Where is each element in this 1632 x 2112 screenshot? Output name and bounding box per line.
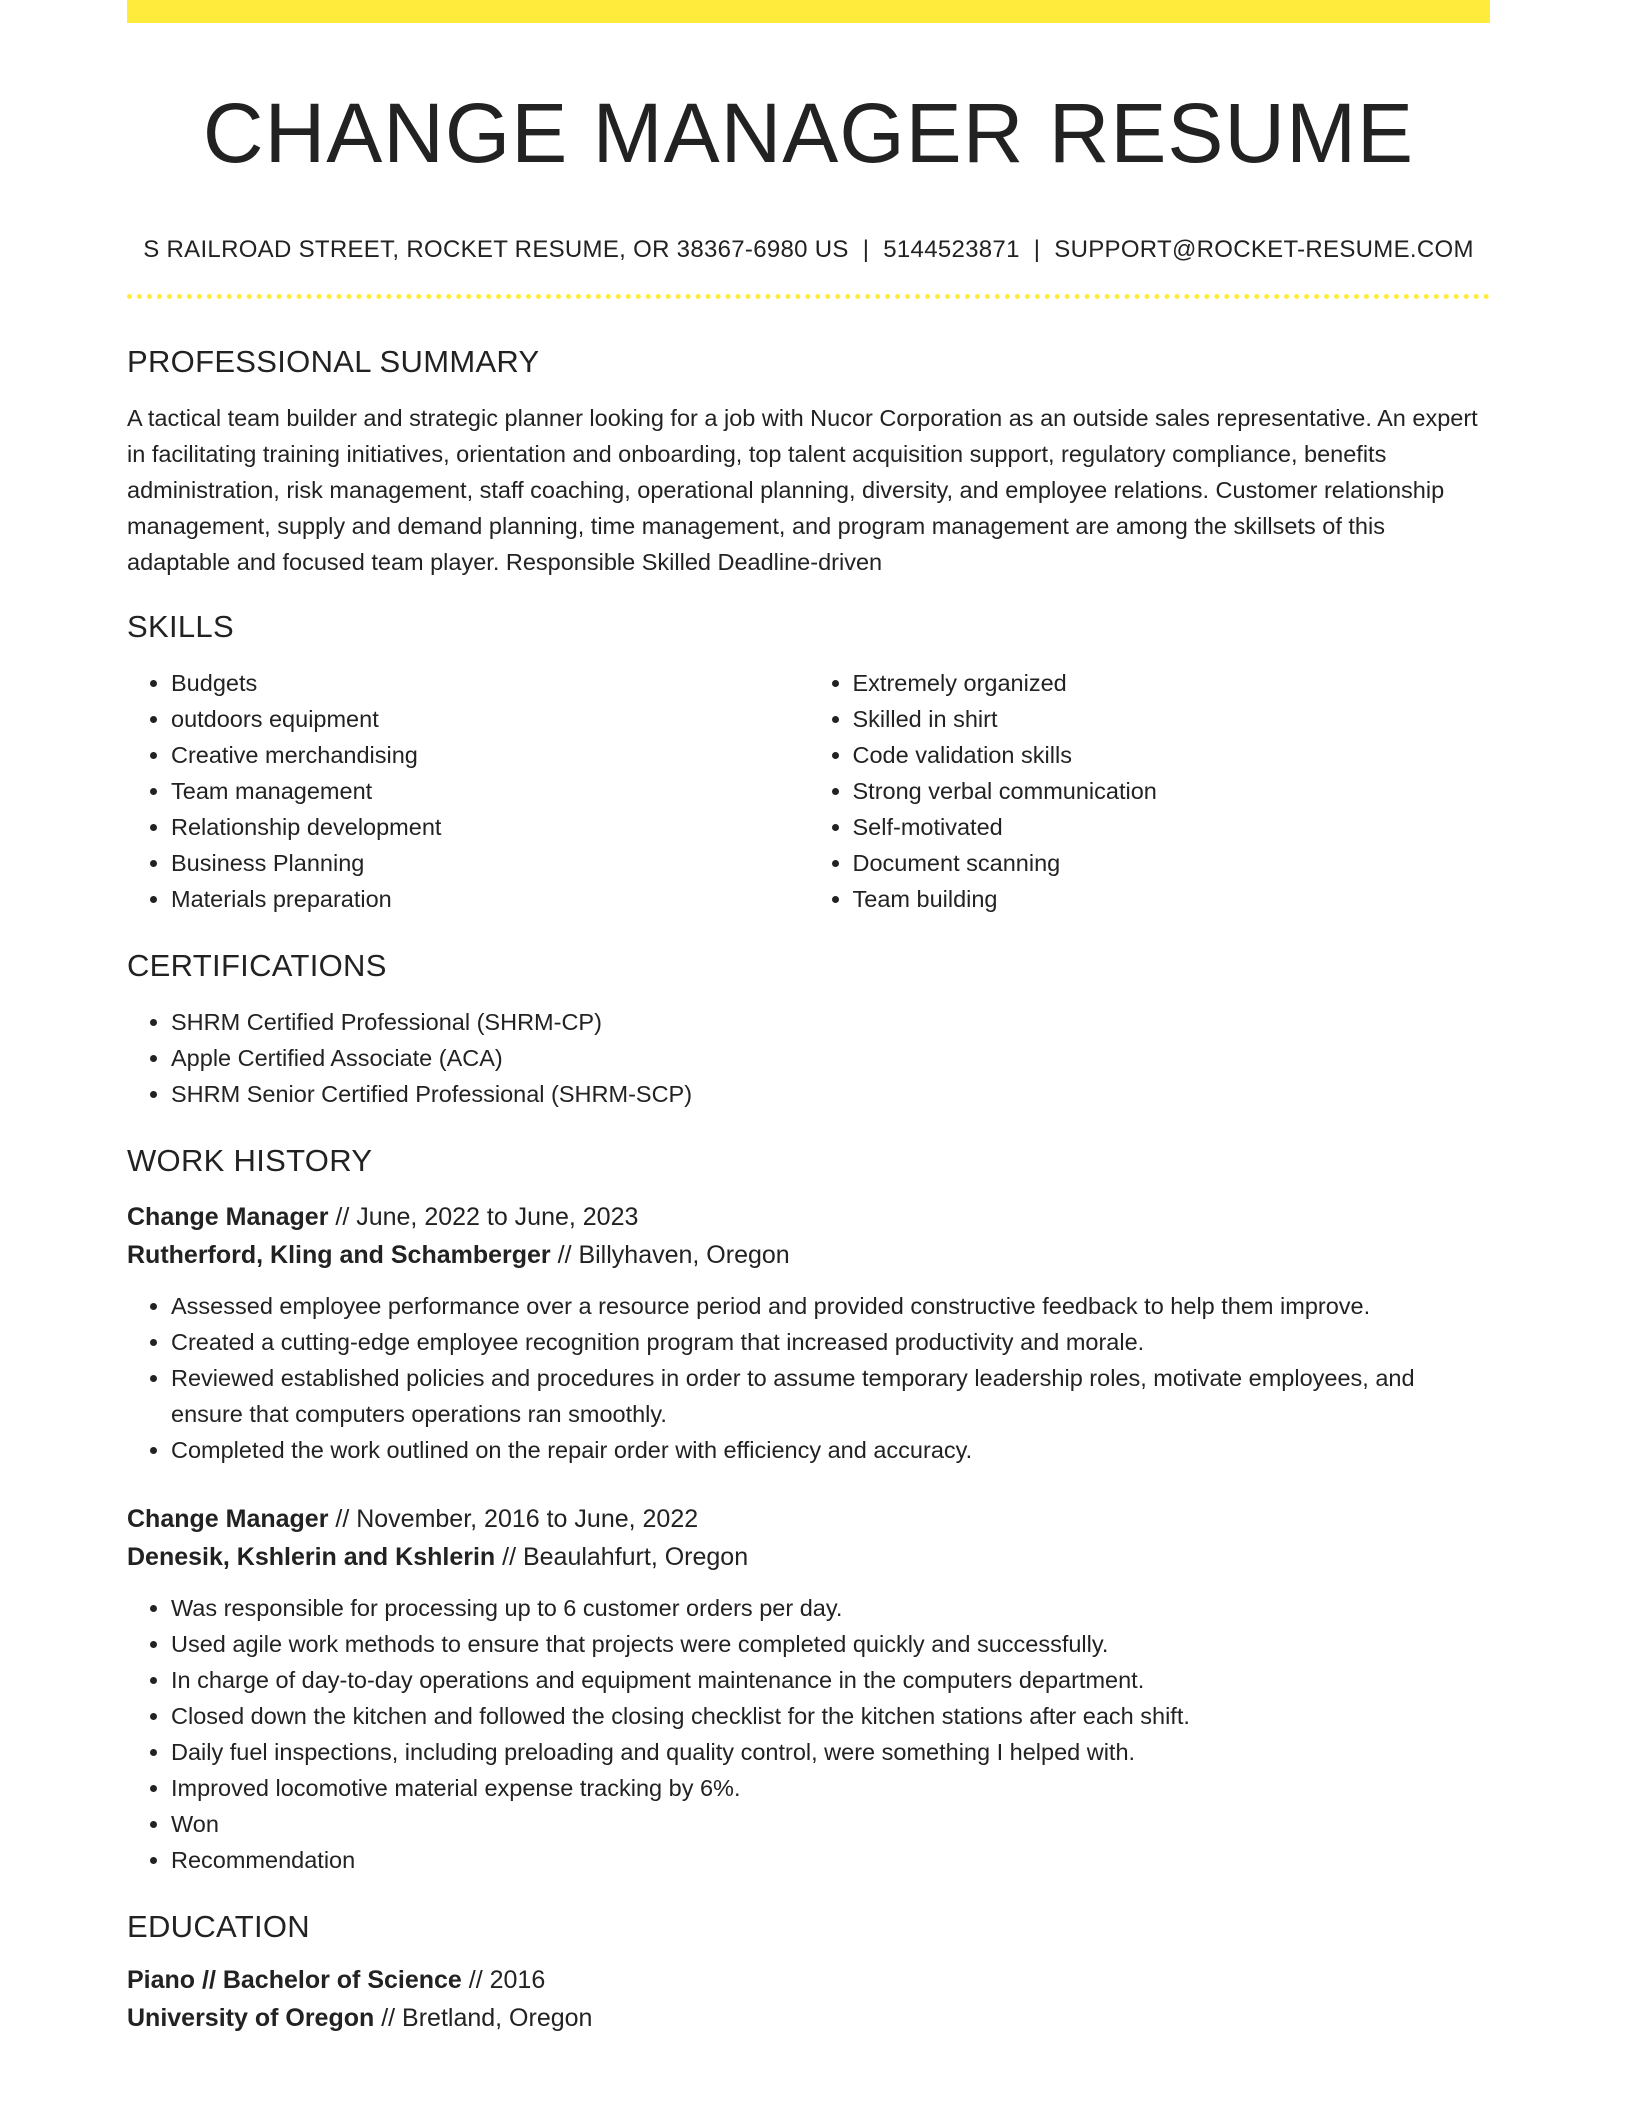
contact-separator: |: [1033, 235, 1041, 263]
list-item: • Team management: [171, 773, 809, 809]
summary-text: A tactical team builder and strategic planner looking for a job with Nucor Corporation as an outside sales representative. An expert in facilitating training initiatives, orientation and onboarding, top talent acquisition support, regulatory compliance, benefits administration, risk management, staff coaching, operational planning, diversity, and employee relations. Customer relationship management, supply and demand planning, time management, and program management are among the skillsets of this adaptable and focused team player. Responsible Skilled Deadline-driven: [127, 404, 1478, 575]
list-item: • Document scanning: [853, 845, 1491, 881]
skills-grid: [127, 665, 1490, 917]
contact-separator: |: [862, 235, 870, 263]
list-item: • Extremely organized: [853, 665, 1491, 701]
certifications-heading: CERTIFICATIONS: [127, 948, 387, 984]
list-item: • Budgets: [171, 665, 809, 701]
list-item: • Closed down the kitchen and followed the closing checklist for the kitchen stations after each shift.: [171, 1698, 1490, 1734]
job-dates: // June, 2022 to June, 2023: [328, 1202, 639, 1231]
list-item: • Daily fuel inspections, including preloading and quality control, were something I helped with.: [171, 1734, 1490, 1770]
job-entry: [127, 1198, 1490, 1468]
education-degree: Piano // Bachelor of Science: [127, 1965, 462, 1994]
list-item: • Relationship development: [171, 809, 809, 845]
list-item: • Materials preparation: [171, 881, 809, 917]
top-accent-bar: [127, 0, 1490, 23]
job-title: Change Manager: [127, 1504, 329, 1533]
list-item: • Team building: [853, 881, 1491, 917]
education-school: University of Oregon: [127, 2003, 375, 2032]
skills-list-left: [127, 665, 809, 917]
list-item: • Reviewed established policies and procedures in order to assume temporary leadership roles, motivate employees, and ensure that computers operations ran smoothly.: [171, 1360, 1490, 1432]
skills-list-right: [809, 665, 1491, 917]
dotted-divider: [127, 294, 1490, 299]
job-title: Change Manager: [127, 1202, 329, 1231]
job-title-line: [127, 1500, 1490, 1538]
job-company: Rutherford, Kling and Schamberger: [127, 1240, 551, 1269]
work-history-heading: WORK HISTORY: [127, 1143, 373, 1179]
education-degree-line: [127, 1961, 1490, 1999]
education-entry: [127, 1961, 1490, 2037]
list-item: • Skilled in shirt: [853, 701, 1491, 737]
contact-address: S RAILROAD STREET, ROCKET RESUME, OR 38367-6980 US: [143, 235, 849, 263]
list-item: • Assessed employee performance over a resource period and provided constructive feedback to help them improve.: [171, 1288, 1490, 1324]
list-item: • Self-motivated: [853, 809, 1491, 845]
list-item: • Business Planning: [171, 845, 809, 881]
job-location: // Billyhaven, Oregon: [550, 1240, 790, 1269]
list-item: • SHRM Senior Certified Professional (SHRM-SCP): [171, 1076, 1490, 1112]
job-company: Denesik, Kshlerin and Kshlerin: [127, 1542, 496, 1571]
contact-line: [127, 236, 1490, 264]
list-item: • Improved locomotive material expense tracking by 6%.: [171, 1770, 1490, 1806]
list-item: • SHRM Certified Professional (SHRM-CP): [171, 1004, 1490, 1040]
job-bullets: [127, 1590, 1490, 1878]
education-year: // 2016: [461, 1965, 546, 1994]
education-heading: EDUCATION: [127, 1908, 310, 1944]
list-item: • Recommendation: [171, 1842, 1490, 1878]
list-item: • Won: [171, 1806, 1490, 1842]
skills-heading: SKILLS: [127, 608, 234, 644]
education-location: // Bretland, Oregon: [374, 2003, 593, 2032]
contact-phone: 5144523871: [883, 235, 1020, 263]
resume-title: CHANGE MANAGER RESUME: [202, 86, 1415, 180]
list-item: • outdoors equipment: [171, 701, 809, 737]
list-item: • Strong verbal communication: [853, 773, 1491, 809]
list-item: • Apple Certified Associate (ACA): [171, 1040, 1490, 1076]
education-school-line: [127, 1999, 1490, 2037]
job-bullets: [127, 1288, 1490, 1468]
contact-email: SUPPORT@ROCKET-RESUME.COM: [1054, 235, 1474, 263]
job-title-line: [127, 1198, 1490, 1236]
job-company-line: [127, 1538, 1490, 1576]
job-location: // Beaulahfurt, Oregon: [495, 1542, 749, 1571]
list-item: • In charge of day-to-day operations and equipment maintenance in the computers department.: [171, 1662, 1490, 1698]
list-item: • Was responsible for processing up to 6 customer orders per day.: [171, 1590, 1490, 1626]
job-entry: [127, 1500, 1490, 1878]
summary-heading: PROFESSIONAL SUMMARY: [127, 343, 540, 379]
certifications-list: [127, 1004, 1490, 1112]
resume-content: [127, 23, 1490, 2037]
list-item: • Used agile work methods to ensure that projects were completed quickly and successfully.: [171, 1626, 1490, 1662]
list-item: • Code validation skills: [853, 737, 1491, 773]
job-dates: // November, 2016 to June, 2022: [328, 1504, 699, 1533]
list-item: • Completed the work outlined on the repair order with efficiency and accuracy.: [171, 1432, 1490, 1468]
list-item: • Created a cutting-edge employee recognition program that increased productivity and morale.: [171, 1324, 1490, 1360]
list-item: • Creative merchandising: [171, 737, 809, 773]
job-company-line: [127, 1236, 1490, 1274]
